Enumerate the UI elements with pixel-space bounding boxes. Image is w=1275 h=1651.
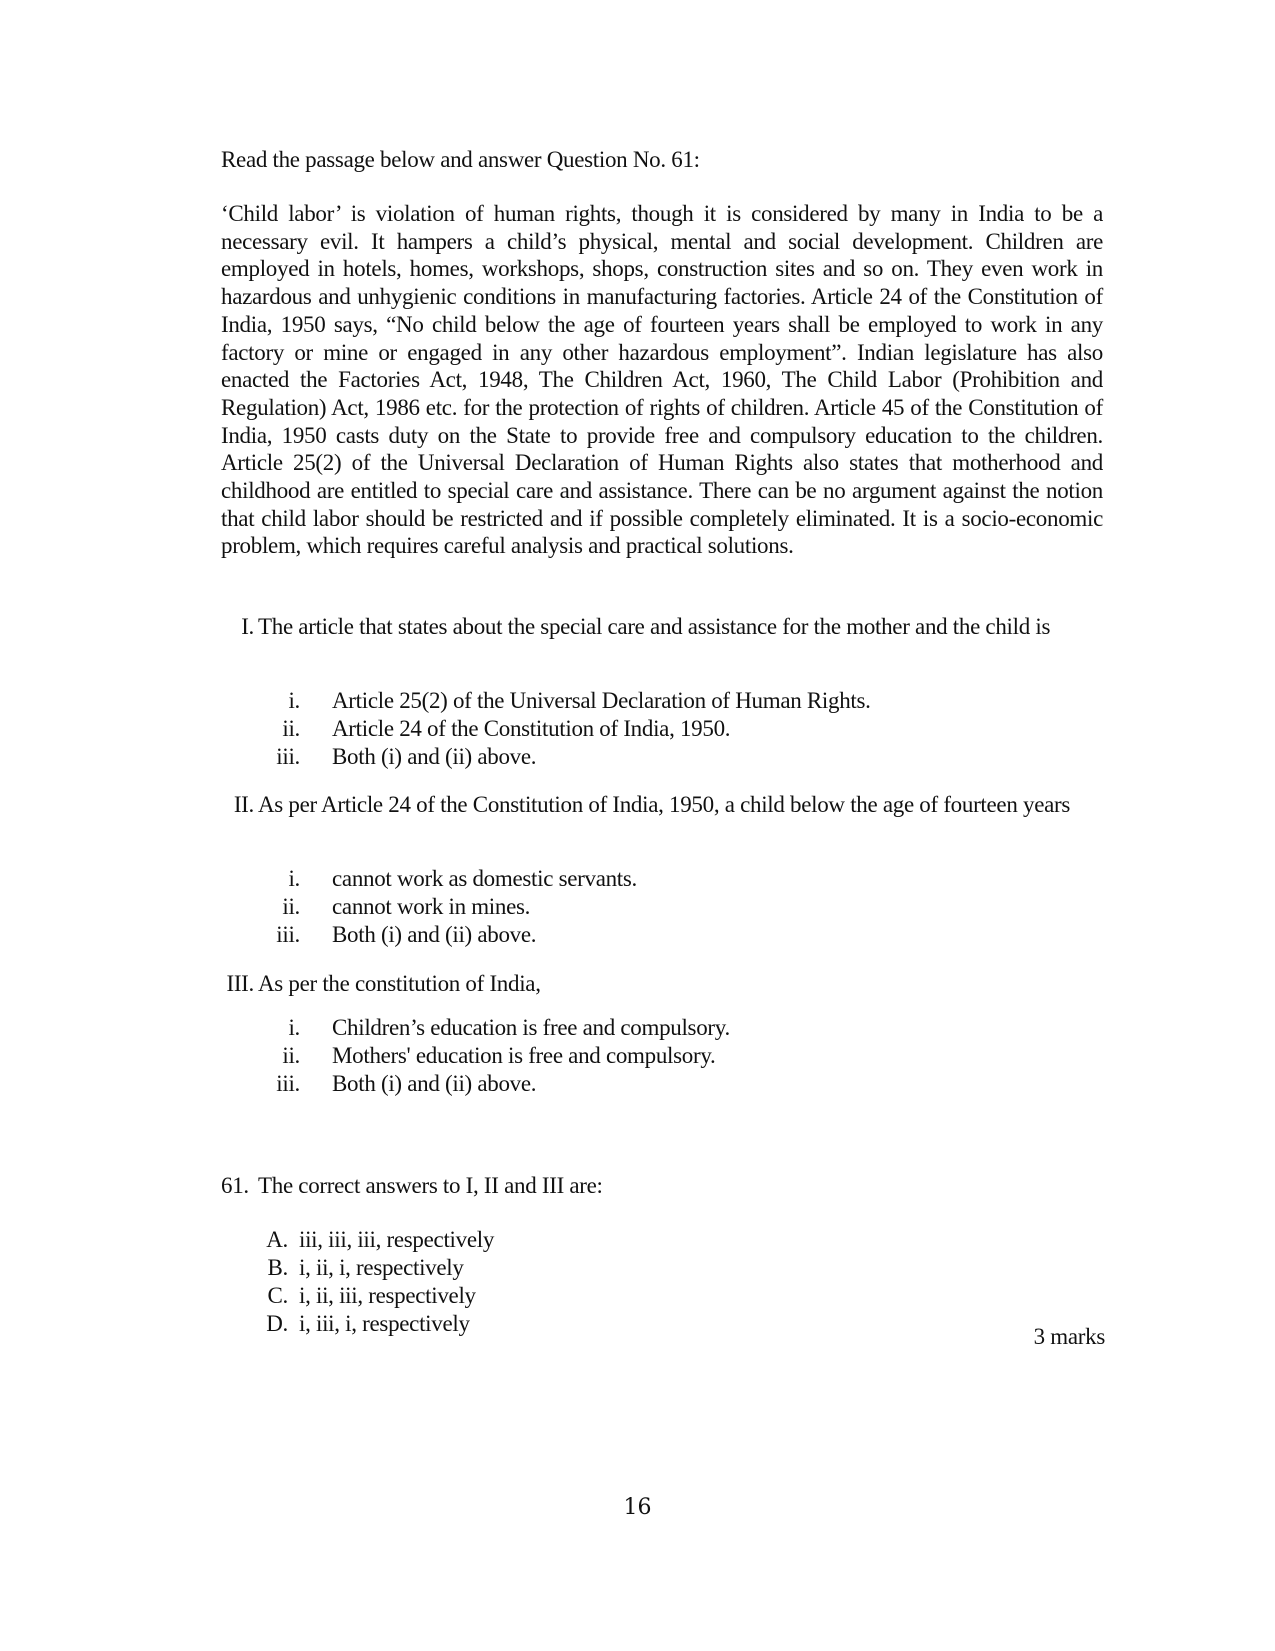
passage-text: ‘Child labor’ is violation of human rights, though it is considered by many in India to be a necessary evil. It hampers a child’s physical, mental and social development. Children are employed in hotels, homes, workshops, shops, construction sites and so on. They even work in hazardous and unhygienic conditions in manufacturing factories. Article 24 of the Constitution of India, 1950 says, “No child below the age of fourteen years shall be employed to work in any factory or mine or engaged in any other hazardous employment”. Indian legislature has also enacted the Factories Act, 1948, The Children Act, 1960, The Child Labor (Prohibition and Regulation) Act, 1986 etc. for the protection of rights of children. Article 45 of the Constitution of India, 1950 casts duty on the State to provide free and compulsory education to the children. Article 25(2) of the Universal Declaration of Human Rights also states that motherhood and childhood are entitled to special care and assistance. There can be no argument against the notion that child labor should be restricted and if possible completely eliminated. It is a socio-economic problem, which requires careful analysis and practical solutions.	[221, 201, 1103, 559]
sub-option	[0, 687, 1275, 715]
sub-option-number: i.	[288, 688, 300, 713]
sub-option-number: ii.	[282, 894, 300, 919]
sub-option-number: iii.	[276, 922, 300, 947]
answer-option-text: iii, iii, iii, respectively	[299, 1227, 495, 1252]
sub-option	[0, 865, 1275, 893]
sub-option-text: cannot work as domestic servants.	[332, 866, 637, 891]
question-number: III.	[226, 971, 254, 996]
sub-option-text: Both (i) and (ii) above.	[332, 922, 537, 947]
sub-option-text: Mothers' education is free and compulsory.	[332, 1043, 716, 1068]
sub-option-number: i.	[288, 1015, 300, 1040]
answer-option-letter: C.	[267, 1283, 288, 1308]
sub-option-text: Children’s education is free and compulsory.	[332, 1015, 730, 1040]
sub-option	[0, 715, 1275, 743]
answer-option-text: i, ii, iii, respectively	[299, 1283, 476, 1308]
marks-label: 3 marks	[1033, 1324, 1105, 1349]
sub-option	[0, 893, 1275, 921]
sub-option-text: Both (i) and (ii) above.	[332, 744, 537, 769]
sub-option	[0, 1070, 1275, 1098]
question-text: As per the constitution of India,	[258, 971, 541, 996]
question-text: The article that states about the special care and assistance for the mother and the child is	[258, 614, 1051, 639]
sub-option	[0, 1014, 1275, 1042]
question-number: I.	[241, 614, 254, 639]
sub-option-number: iii.	[276, 1071, 300, 1096]
sub-option-text: Article 24 of the Constitution of India, 1950.	[332, 716, 731, 741]
sub-option-text: Both (i) and (ii) above.	[332, 1071, 537, 1096]
answer-option-letter: B.	[267, 1255, 288, 1280]
answer-option-c	[0, 1282, 1275, 1310]
question-number: II.	[233, 792, 254, 817]
instruction-text: Read the passage below and answer Question No. 61:	[221, 147, 700, 172]
final-question-number: 61.	[221, 1173, 249, 1198]
question-text: As per Article 24 of the Constitution of India, 1950, a child below the age of fourteen years	[258, 792, 1071, 817]
page-number: 16	[623, 1495, 652, 1520]
sub-option	[0, 921, 1275, 949]
answer-option-b	[0, 1254, 1275, 1282]
sub-option-number: ii.	[282, 1043, 300, 1068]
answer-option-text: i, ii, i, respectively	[299, 1255, 464, 1280]
sub-option-text: Article 25(2) of the Universal Declaration of Human Rights.	[332, 688, 871, 713]
sub-option-number: iii.	[276, 744, 300, 769]
answer-option-letter: A.	[266, 1227, 288, 1252]
sub-option	[0, 743, 1275, 771]
sub-option	[0, 1042, 1275, 1070]
answer-option-letter: D.	[266, 1311, 288, 1336]
answer-option-text: i, iii, i, respectively	[299, 1311, 470, 1336]
sub-option-number: i.	[288, 866, 300, 891]
sub-option-number: ii.	[282, 716, 300, 741]
sub-option-text: cannot work in mines.	[332, 894, 531, 919]
answer-option-a	[0, 1226, 1275, 1254]
final-question-text: The correct answers to I, II and III are:	[258, 1173, 603, 1198]
